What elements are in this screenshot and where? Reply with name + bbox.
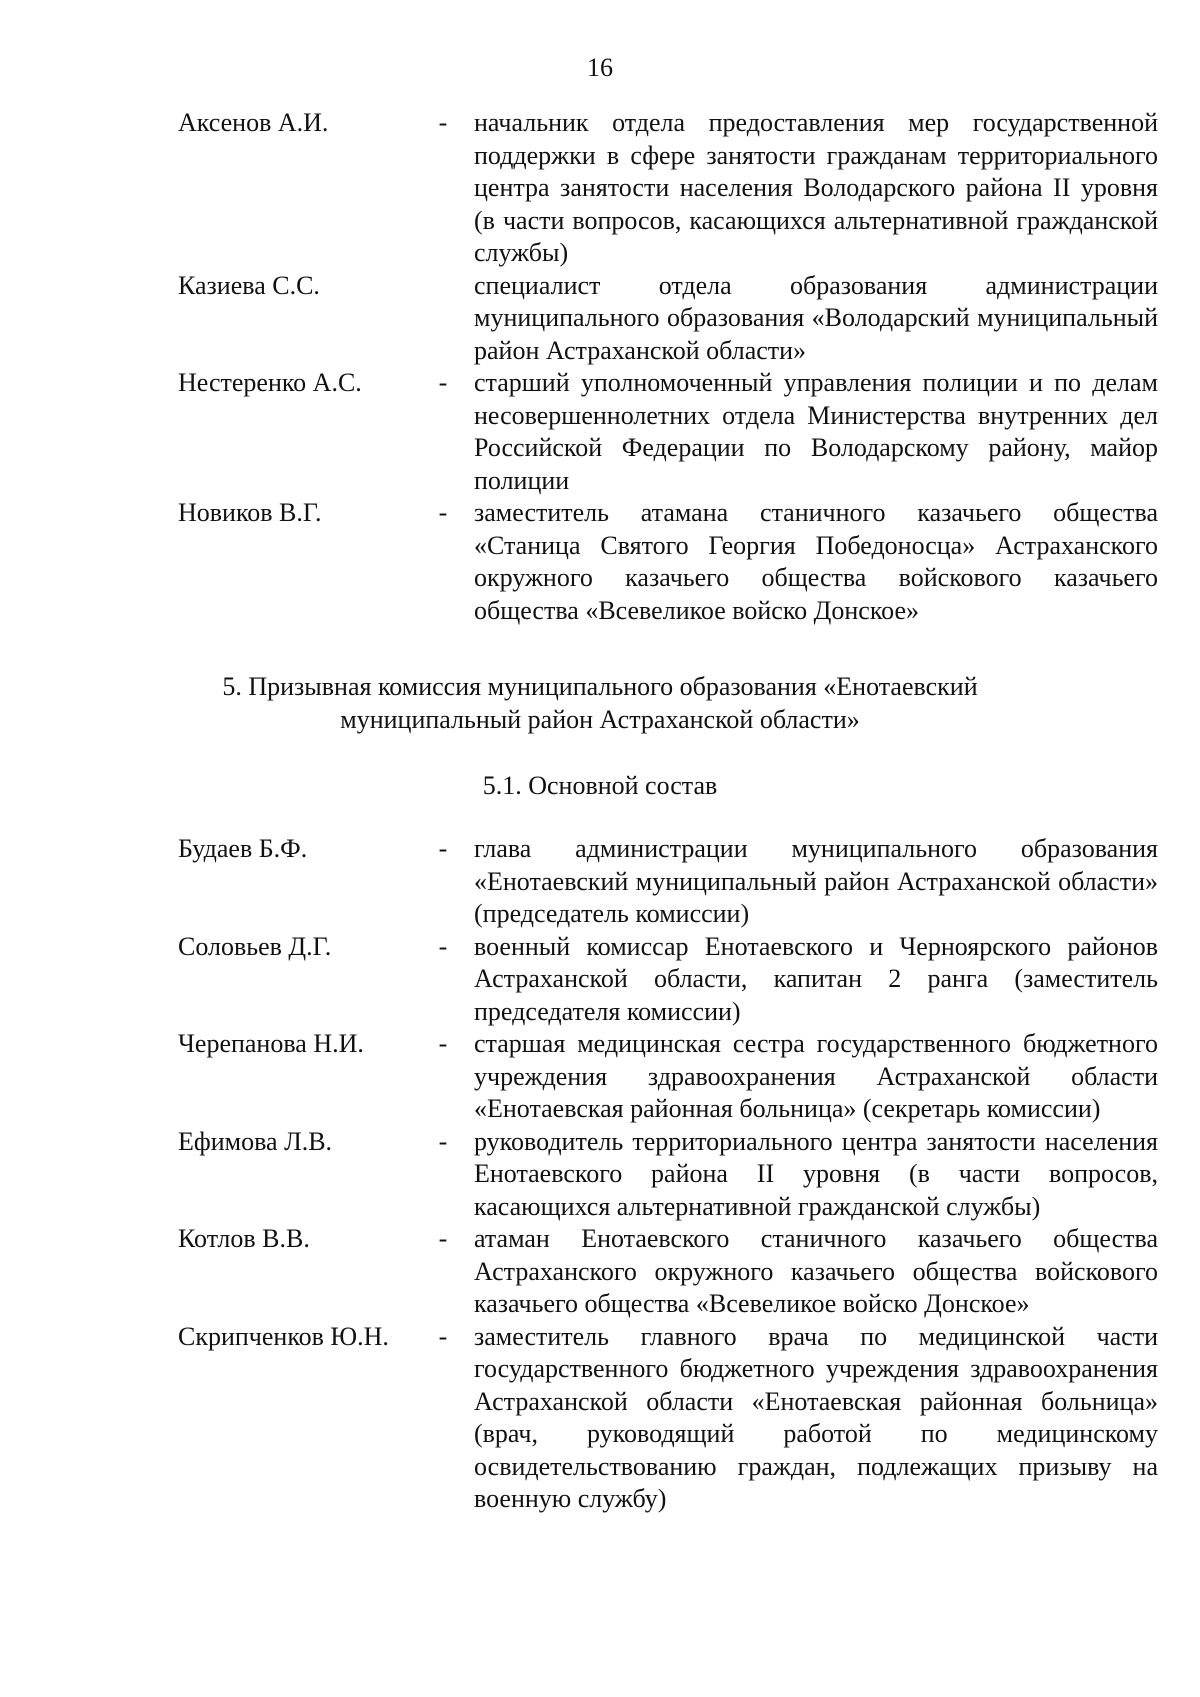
member-description: начальник отдела предоставления мер государственной поддержки в сфере занятости гражданам территориального центра занятости населения Володарского района II уровня (в части вопросов, касающихся альтернативной гражданской службы) [474,108,1158,267]
member-dash: - [438,931,448,961]
member-name: Ефимова Л.В. [178,1126,333,1156]
member-dash: - [438,1321,448,1351]
member-dash: - [438,1029,448,1058]
member-description: атаман Енотаевского станичного казачьего общества Астраханского окружного казачьего общества войскового казачьего общества «Всевеликое войско Донское» [474,1224,1158,1318]
member-name: Аксенов А.И. [178,108,329,137]
member-name: Скрипченков Ю.Н. [178,1321,389,1351]
member-name: Котлов В.В. [178,1224,310,1253]
member-dash: - [438,834,448,863]
subsection-heading: 5.1. Основной состав [482,771,718,800]
member-description: старший уполномоченный управления полиции и по делам несовершеннолетних отдела Министерства внутренних дел Российской Федерации по Володарскому району, майор полиции [474,368,1158,495]
member-name: Черепанова Н.И. [178,1029,364,1058]
member-description: заместитель атамана станичного казачьего общества «Станица Святого Георгия Победоносца» Астраханского окружного казачьего общества войскового казачьего общества «Всевеликое войско Донское» [474,498,1158,625]
member-entry [178,1028,1158,1126]
member-description: руководитель территориального центра занятости населения Енотаевского района II уровня (в части вопросов, касающихся альтернативной гражданской службы) [474,1126,1158,1221]
member-description: заместитель главного врача по медицинской части государственного бюджетного учреждения здравоохранения Астраханской области «Енотаевская районная больница» (врач, руководящий работой по медицинскому освидетельствованию граждан, подлежащих призыву на военную службу) [474,1321,1158,1513]
member-entry [178,1223,1158,1321]
section-heading-line1: 5. Призывная комиссия муниципального образования «Енотаевский [222,672,978,701]
member-entry [178,270,1158,368]
member-description: старшая медицинская сестра государственного бюджетного учреждения здравоохранения Астраханской области «Енотаевская районная больница» (секретарь комиссии) [474,1029,1158,1123]
member-entry [178,1126,1158,1224]
member-dash: - [438,1126,448,1156]
member-entry [178,367,1158,497]
member-dash: - [438,498,448,527]
member-description: глава администрации муниципального образования «Енотаевский муниципальный район Астраханской области» (председатель комиссии) [474,834,1158,928]
member-dash: - [438,1224,448,1253]
member-entry [178,107,1158,270]
member-name: Будаев Б.Ф. [178,834,308,863]
member-dash: - [438,368,448,397]
section-heading-line2: муниципальный район Астраханской области» [340,705,860,734]
member-entry [178,1321,1158,1516]
member-name: Казиева С.С. [178,270,320,300]
member-dash: - [438,108,448,137]
member-entry [178,497,1158,627]
member-name: Соловьев Д.Г. [178,931,332,961]
member-description: военный комиссар Енотаевского и Черноярского районов Астраханской области, капитан 2 ранга (заместитель председателя комиссии) [474,931,1158,1026]
member-name: Новиков В.Г. [178,498,322,527]
member-name: Нестеренко А.С. [178,368,362,397]
member-list-bottom [178,833,1158,1516]
member-list-top [178,107,1158,627]
member-entry [178,931,1158,1029]
page-number: 16 [587,53,613,82]
member-entry [178,833,1158,931]
member-description: специалист отдела образования администрации муниципального образования «Володарский муниципальный район Астраханской области» [474,270,1158,365]
